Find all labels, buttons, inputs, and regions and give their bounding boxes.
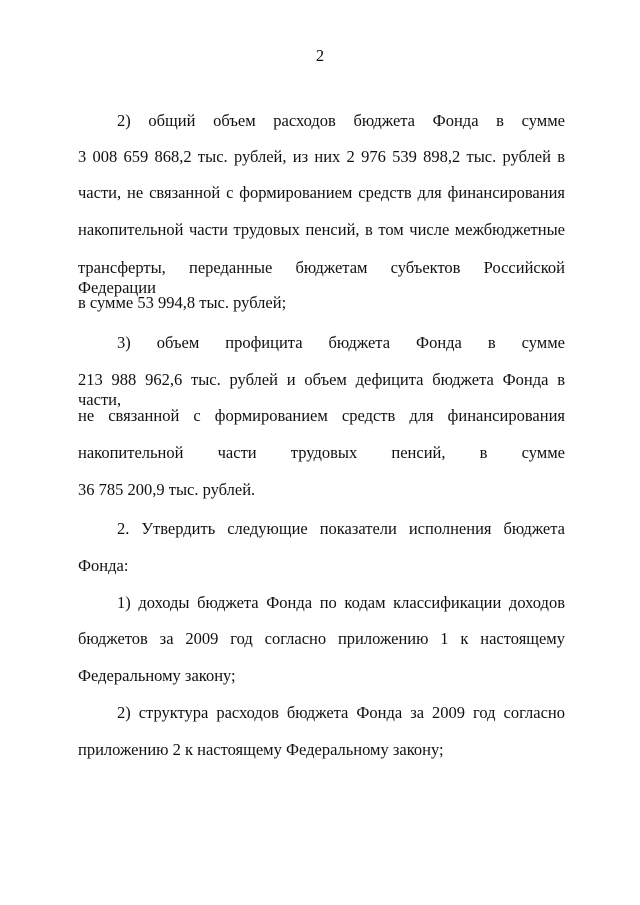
text-line: трансферты, переданные бюджетам субъектов Российской Федерации — [78, 258, 565, 297]
text-line: накопительной части трудовых пенсий, в сумме — [78, 443, 565, 462]
text-line: 2) общий объем расходов бюджета Фонда в сумме — [117, 111, 565, 130]
text-line: накопительной части трудовых пенсий, в том числе межбюджетные — [78, 220, 565, 239]
text-line: Фонда: — [78, 556, 129, 575]
text-line: бюджетов за 2009 год согласно приложению 1 к настоящему — [78, 629, 565, 648]
text-line: в сумме 53 994,8 тыс. рублей; — [78, 293, 287, 312]
text-line: 36 785 200,9 тыс. рублей. — [78, 480, 256, 499]
text-line: 2. Утвердить следующие показатели исполнения бюджета — [117, 519, 565, 538]
text-line: 3) объем профицита бюджета Фонда в сумме — [117, 333, 565, 352]
text-line: части, не связанной с формированием средств для финансирования — [78, 183, 565, 202]
text-line: 2) структура расходов бюджета Фонда за 2009 год согласно — [117, 703, 565, 722]
text-line: 1) доходы бюджета Фонда по кодам классификации доходов — [117, 593, 565, 612]
text-line: не связанной с формированием средств для финансирования — [78, 406, 565, 425]
page-number: 2 — [315, 46, 325, 65]
text-line: 3 008 659 868,2 тыс. рублей, из них 2 976 539 898,2 тыс. рублей в — [78, 147, 565, 166]
text-line: 213 988 962,6 тыс. рублей и объем дефицита бюджета Фонда в части, — [78, 370, 565, 409]
text-line: Федеральному закону; — [78, 666, 236, 685]
text-line: приложению 2 к настоящему Федеральному закону; — [78, 740, 444, 759]
